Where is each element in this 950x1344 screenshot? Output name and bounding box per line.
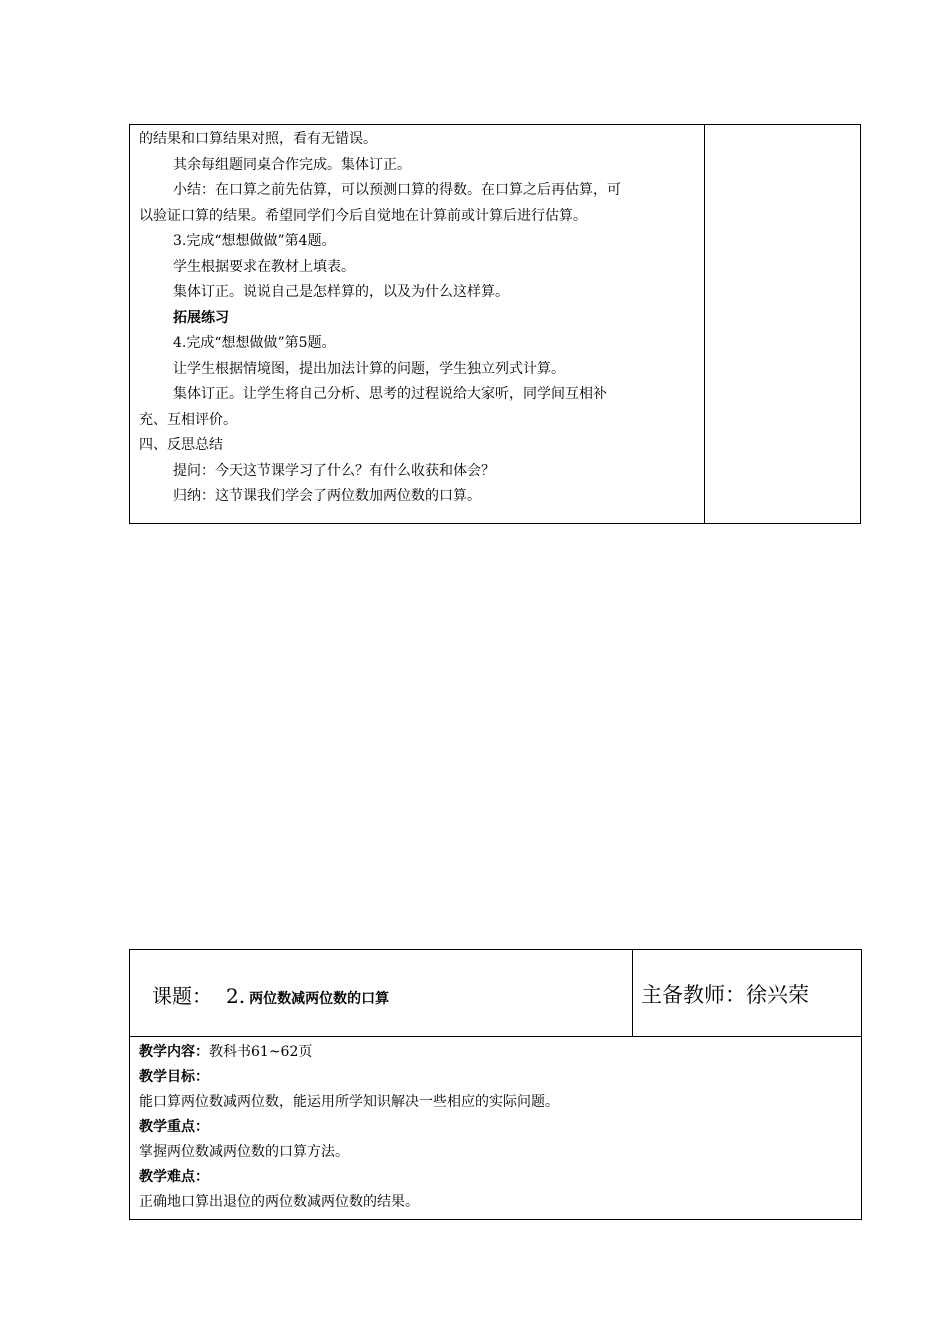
section-heading: 四、反思总结 [139,437,223,453]
text-line: 学生根据要求在教材上填表。 [173,258,355,275]
goal-label: 教学目标： [139,1069,209,1085]
lesson-info [139,1040,559,1215]
key-value: 掌握两位数减两位数的口算方法。 [139,1144,349,1160]
content-value: 教科书61~62页 [209,1044,313,1060]
title-label: 课题： [152,984,212,1008]
text-line: 3.完成“想想做做”第4题。 [173,233,336,249]
text-line: 集体订正。说说自己是怎样算的，以及为什么这样算。 [173,284,509,300]
column-divider [632,950,633,1037]
lesson-plan-table [129,949,862,1220]
text-line: 其余每组题同桌合作完成。集体订正。 [173,156,411,173]
text-line: 归纳：这节课我们学会了两位数加两位数的口算。 [173,488,481,504]
difficulty-value: 正确地口算出退位的两位数减两位数的结果。 [139,1194,419,1210]
title-text: 两位数减两位数的口算 [249,991,390,1007]
goal-value: 能口算两位数减两位数，能运用所学知识解决一些相应的实际问题。 [139,1094,559,1110]
content-row [139,1040,559,1065]
teacher-name: 主备教师：徐兴荣 [641,983,809,1007]
difficulty-label: 教学难点： [139,1169,209,1185]
text-line: 以验证口算的结果。希望同学们今后自觉地在计算前或计算后进行估算。 [139,207,587,224]
text-line: 提问：今天这节课学习了什么？有什么收获和体会？ [173,462,495,479]
text-line: 集体订正。让学生将自己分析、思考的过程说给大家听，同学间互相补 [173,386,607,402]
text-line: 的结果和口算结果对照，看有无错误。 [139,131,377,147]
text-line: 小结：在口算之前先估算，可以预测口算的得数。在口算之后再估算，可 [173,182,621,198]
lesson-header-row [130,950,861,1037]
text-line: 让学生根据情境图，提出加法计算的问题，学生独立列式计算。 [173,360,565,377]
key-label: 教学重点： [139,1119,209,1135]
title-number: 2. [226,984,246,1008]
text-line: 充、互相评价。 [139,411,237,428]
section-heading: 拓展练习 [173,309,229,326]
lesson-process-table [129,124,861,524]
lesson-process-content [139,127,699,510]
lesson-title [152,980,389,1009]
column-divider [704,125,705,523]
content-label: 教学内容： [139,1044,209,1060]
text-line: 4.完成“想想做做”第5题。 [173,335,336,351]
